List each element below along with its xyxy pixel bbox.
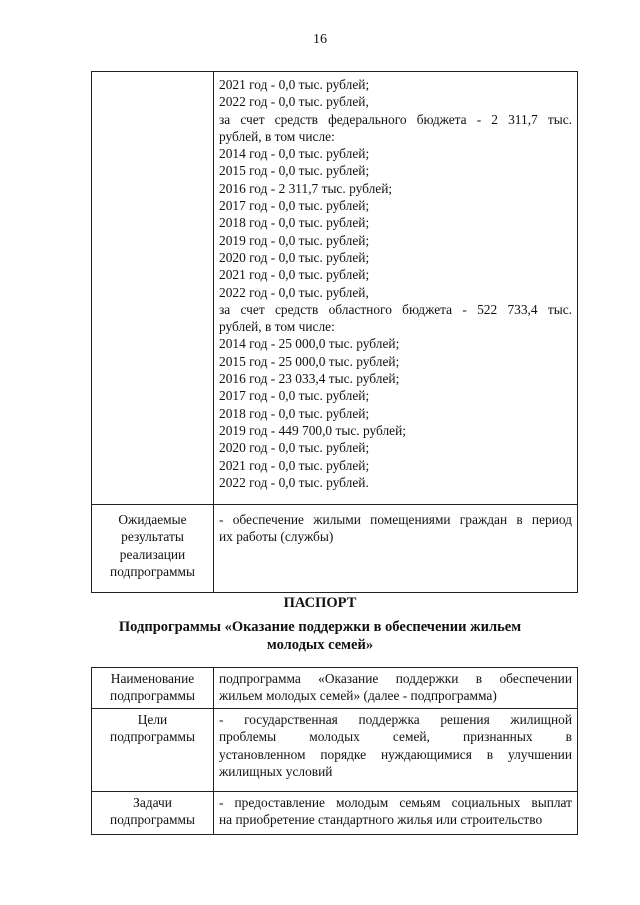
funding-label-cell xyxy=(92,72,214,505)
label-line: реализации xyxy=(119,546,186,562)
funding-line: 2020 год - 0,0 тыс. рублей; xyxy=(219,249,370,265)
passport-row-goals xyxy=(92,709,578,792)
value-line: - предоставление молодым семьям социальных выплат xyxy=(219,795,572,810)
funding-line: 2021 год - 0,0 тыс. рублей; xyxy=(219,457,370,473)
label-line: подпрограммы xyxy=(110,563,195,579)
value-line: подпрограмма «Оказание поддержки в обеспечении xyxy=(219,671,572,686)
funding-line: 2014 год - 25 000,0 тыс. рублей; xyxy=(219,336,400,352)
funding-line: за счет средств федерального бюджета - 2 311,7 тыс. xyxy=(219,111,572,127)
funding-line: 2015 год - 25 000,0 тыс. рублей; xyxy=(219,353,400,369)
label-line: подпрограммы xyxy=(110,812,195,828)
page-number: 16 xyxy=(313,32,327,47)
passport-subtitle-line: молодых семей» xyxy=(266,637,374,653)
goals-label xyxy=(92,709,214,792)
funding-line: 2022 год - 0,0 тыс. рублей. xyxy=(219,474,369,490)
funding-line: 2017 год - 0,0 тыс. рублей; xyxy=(219,388,370,404)
funding-line: рублей, в том числе: xyxy=(219,319,335,335)
funding-line: 2021 год - 0,0 тыс. рублей; xyxy=(219,77,370,92)
funding-line: за счет средств областного бюджета - 522 733,4 тыс. xyxy=(219,301,572,317)
funding-line: 2019 год - 0,0 тыс. рублей; xyxy=(219,232,370,248)
funding-line: 2022 год - 0,0 тыс. рублей, xyxy=(219,284,369,300)
funding-table xyxy=(91,71,578,593)
label-line: Ожидаемые xyxy=(118,512,187,527)
value-line: - обеспечение жилыми помещениями граждан в период xyxy=(219,512,572,527)
value-line: их работы (службы) xyxy=(219,529,334,545)
funding-line: рублей, в том числе: xyxy=(219,128,335,144)
value-line: - государственная поддержка решения жилищной xyxy=(219,712,572,727)
funding-line: 2014 год - 0,0 тыс. рублей; xyxy=(219,146,370,162)
funding-line: 2021 год - 0,0 тыс. рублей; xyxy=(219,267,370,283)
expected-results-label xyxy=(92,505,214,593)
funding-value-cell xyxy=(214,72,578,505)
passport-row-name xyxy=(92,668,578,709)
name-label xyxy=(92,668,214,709)
value-line: жилищных условий xyxy=(219,763,333,779)
tasks-label xyxy=(92,792,214,835)
label-line: подпрограммы xyxy=(110,688,195,704)
label-line: Задачи xyxy=(133,795,172,810)
passport-table xyxy=(91,667,578,835)
passport-row-tasks xyxy=(92,792,578,835)
label-line: Цели xyxy=(137,712,168,727)
value-line: жильем молодых семей» (далее - подпрограмма) xyxy=(219,688,497,704)
funding-line: 2016 год - 2 311,7 тыс. рублей; xyxy=(219,180,393,196)
value-line: проблемы молодых семей, признанных в xyxy=(219,729,572,745)
name-value xyxy=(214,668,578,709)
tasks-value xyxy=(214,792,578,835)
value-line: установленном порядке нуждающимися в улучшении xyxy=(219,746,572,762)
funding-line: 2015 год - 0,0 тыс. рублей; xyxy=(219,163,370,179)
expected-results-row xyxy=(92,505,578,593)
label-line: подпрограммы xyxy=(110,729,195,745)
funding-line: 2017 год - 0,0 тыс. рублей; xyxy=(219,198,370,214)
funding-line: 2020 год - 0,0 тыс. рублей; xyxy=(219,440,370,456)
passport-subtitle xyxy=(0,618,640,654)
funding-line: 2018 год - 0,0 тыс. рублей; xyxy=(219,215,370,231)
label-line: Наименование xyxy=(110,671,195,686)
funding-line: 2016 год - 23 033,4 тыс. рублей; xyxy=(219,371,400,387)
funding-line: 2019 год - 449 700,0 тыс. рублей; xyxy=(219,422,406,438)
funding-row xyxy=(92,72,578,505)
goals-value xyxy=(214,709,578,792)
funding-line: 2022 год - 0,0 тыс. рублей, xyxy=(219,94,369,110)
label-line: результаты xyxy=(121,529,184,545)
passport-subtitle-line: Подпрограммы «Оказание поддержки в обеспечении жильем xyxy=(118,619,522,635)
funding-line: 2018 год - 0,0 тыс. рублей; xyxy=(219,405,370,421)
expected-results-value xyxy=(214,505,578,593)
passport-title: ПАСПОРТ xyxy=(283,595,357,611)
value-line: на приобретение стандартного жилья или строительство xyxy=(219,812,543,828)
